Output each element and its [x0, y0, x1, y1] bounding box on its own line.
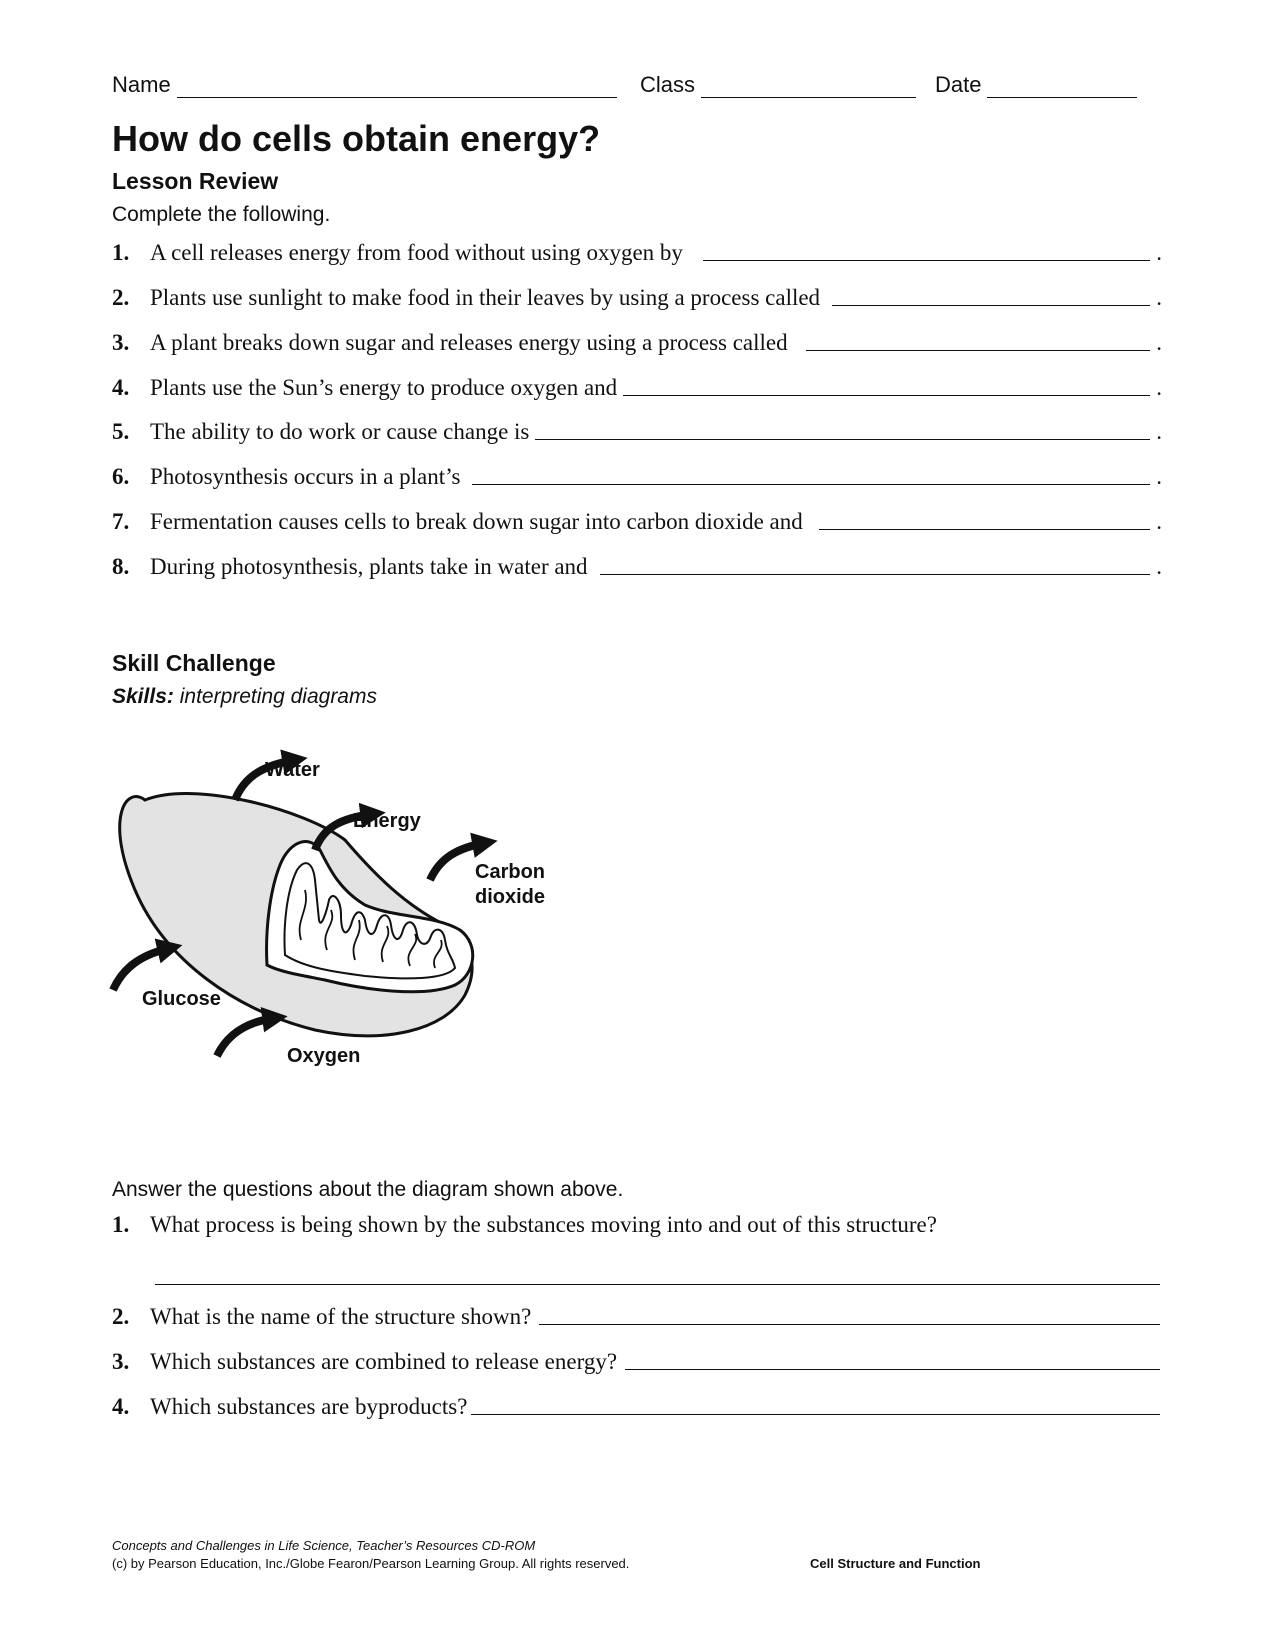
footer-copyright: (c) by Pearson Education, Inc./Globe Fearon/Pearson Learning Group. All rights reserved.: [112, 1556, 630, 1571]
answer-blank[interactable]: [703, 259, 1150, 261]
question-number: 1.: [112, 240, 130, 265]
lesson-question-7: [112, 505, 1162, 535]
mitochondrion-diagram: [105, 740, 585, 1120]
question-text: Photosynthesis occurs in a plant’s: [150, 464, 461, 489]
question-text: The ability to do work or cause change is: [150, 419, 530, 444]
skill-challenge-heading: Skill Challenge: [112, 650, 276, 676]
lesson-question-2: [112, 281, 1162, 311]
skills-line: [112, 685, 377, 709]
question-text: A plant breaks down sugar and releases energy using a process called: [150, 330, 788, 355]
end-mark: .: [1156, 240, 1162, 265]
lesson-question-4: [112, 371, 1162, 401]
question-number: 7.: [112, 509, 130, 534]
date-label: Date: [935, 72, 982, 97]
answer-blank[interactable]: [806, 349, 1150, 351]
question-number: 3.: [112, 330, 130, 355]
answer-blank[interactable]: [832, 304, 1150, 306]
end-mark: .: [1156, 285, 1162, 310]
label-dioxide: dioxide: [475, 886, 546, 908]
label-energy: Energy: [353, 810, 421, 832]
footer-unit-title: Cell Structure and Function: [810, 1556, 981, 1571]
end-mark: .: [1156, 419, 1162, 444]
answer-blank[interactable]: [600, 573, 1150, 575]
lesson-question-3: [112, 326, 1162, 356]
question-text: A cell releases energy from food without using oxygen by: [150, 240, 683, 265]
lesson-review-instruction: Complete the following.: [112, 203, 331, 226]
question-text: Which substances are byproducts?: [150, 1394, 468, 1419]
question-text: Plants use sunlight to make food in their leaves by using a process called: [150, 285, 821, 310]
end-mark: .: [1156, 464, 1162, 489]
answer-blank[interactable]: [472, 483, 1150, 485]
question-text: What is the name of the structure shown?: [150, 1304, 532, 1329]
answer-blank[interactable]: [625, 1368, 1160, 1370]
question-number: 4.: [112, 1394, 130, 1419]
skills-text: interpreting diagrams: [179, 685, 377, 708]
answer-blank[interactable]: [539, 1323, 1160, 1325]
answer-blank[interactable]: [819, 528, 1150, 530]
name-label: Name: [112, 72, 171, 97]
answer-blank[interactable]: [471, 1413, 1160, 1415]
diagram-question-1: [112, 1208, 1160, 1238]
label-oxygen: Oxygen: [287, 1045, 361, 1067]
diagram-question-2: [112, 1300, 1160, 1330]
date-field-row: [935, 72, 1137, 98]
lesson-review-heading: Lesson Review: [112, 168, 279, 194]
date-blank[interactable]: [987, 75, 1137, 98]
diagram-questions-instruction: Answer the questions about the diagram shown above.: [112, 1178, 624, 1201]
label-water: Water: [265, 759, 320, 781]
lesson-question-8: [112, 550, 1162, 580]
question-text: What process is being shown by the substances moving into and out of this structure?: [150, 1212, 937, 1237]
end-mark: .: [1156, 375, 1162, 400]
question-text: During photosynthesis, plants take in water and: [150, 554, 588, 579]
question-number: 5.: [112, 419, 130, 444]
question-number: 2.: [112, 285, 130, 310]
name-field-row: [112, 72, 617, 98]
lesson-question-1: [112, 236, 1162, 266]
question-number: 1.: [112, 1212, 130, 1237]
footer-source: Concepts and Challenges in Life Science, Teacher’s Resources CD-ROM: [112, 1538, 536, 1553]
end-mark: .: [1156, 554, 1162, 579]
oxygen-arrow: [217, 1018, 275, 1056]
question-number: 4.: [112, 375, 130, 400]
question-text: Which substances are combined to release energy?: [150, 1349, 618, 1374]
class-label: Class: [640, 72, 696, 97]
question-number: 2.: [112, 1304, 130, 1329]
question-number: 8.: [112, 554, 130, 579]
lesson-question-6: [112, 460, 1162, 490]
class-blank[interactable]: [701, 75, 916, 98]
end-mark: .: [1156, 509, 1162, 534]
answer-blank[interactable]: [535, 438, 1150, 440]
label-carbon: Carbon: [475, 861, 545, 883]
skills-label: Skills:: [112, 685, 174, 708]
end-mark: .: [1156, 330, 1162, 355]
page-title: How do cells obtain energy?: [112, 118, 601, 159]
answer-blank[interactable]: [623, 394, 1150, 396]
class-field-row: [640, 72, 916, 98]
diagram-question-3: [112, 1345, 1160, 1375]
answer-blank[interactable]: [155, 1283, 1160, 1285]
label-glucose: Glucose: [142, 988, 221, 1010]
glucose-arrow: [113, 948, 170, 990]
diagram-question-4: [112, 1390, 1160, 1420]
question-text: Plants use the Sun’s energy to produce oxygen and: [150, 375, 618, 400]
question-number: 3.: [112, 1349, 130, 1374]
lesson-question-5: [112, 415, 1162, 445]
question-text: Fermentation causes cells to break down sugar into carbon dioxide and: [150, 509, 803, 534]
question-number: 6.: [112, 464, 130, 489]
name-blank[interactable]: [177, 75, 617, 98]
